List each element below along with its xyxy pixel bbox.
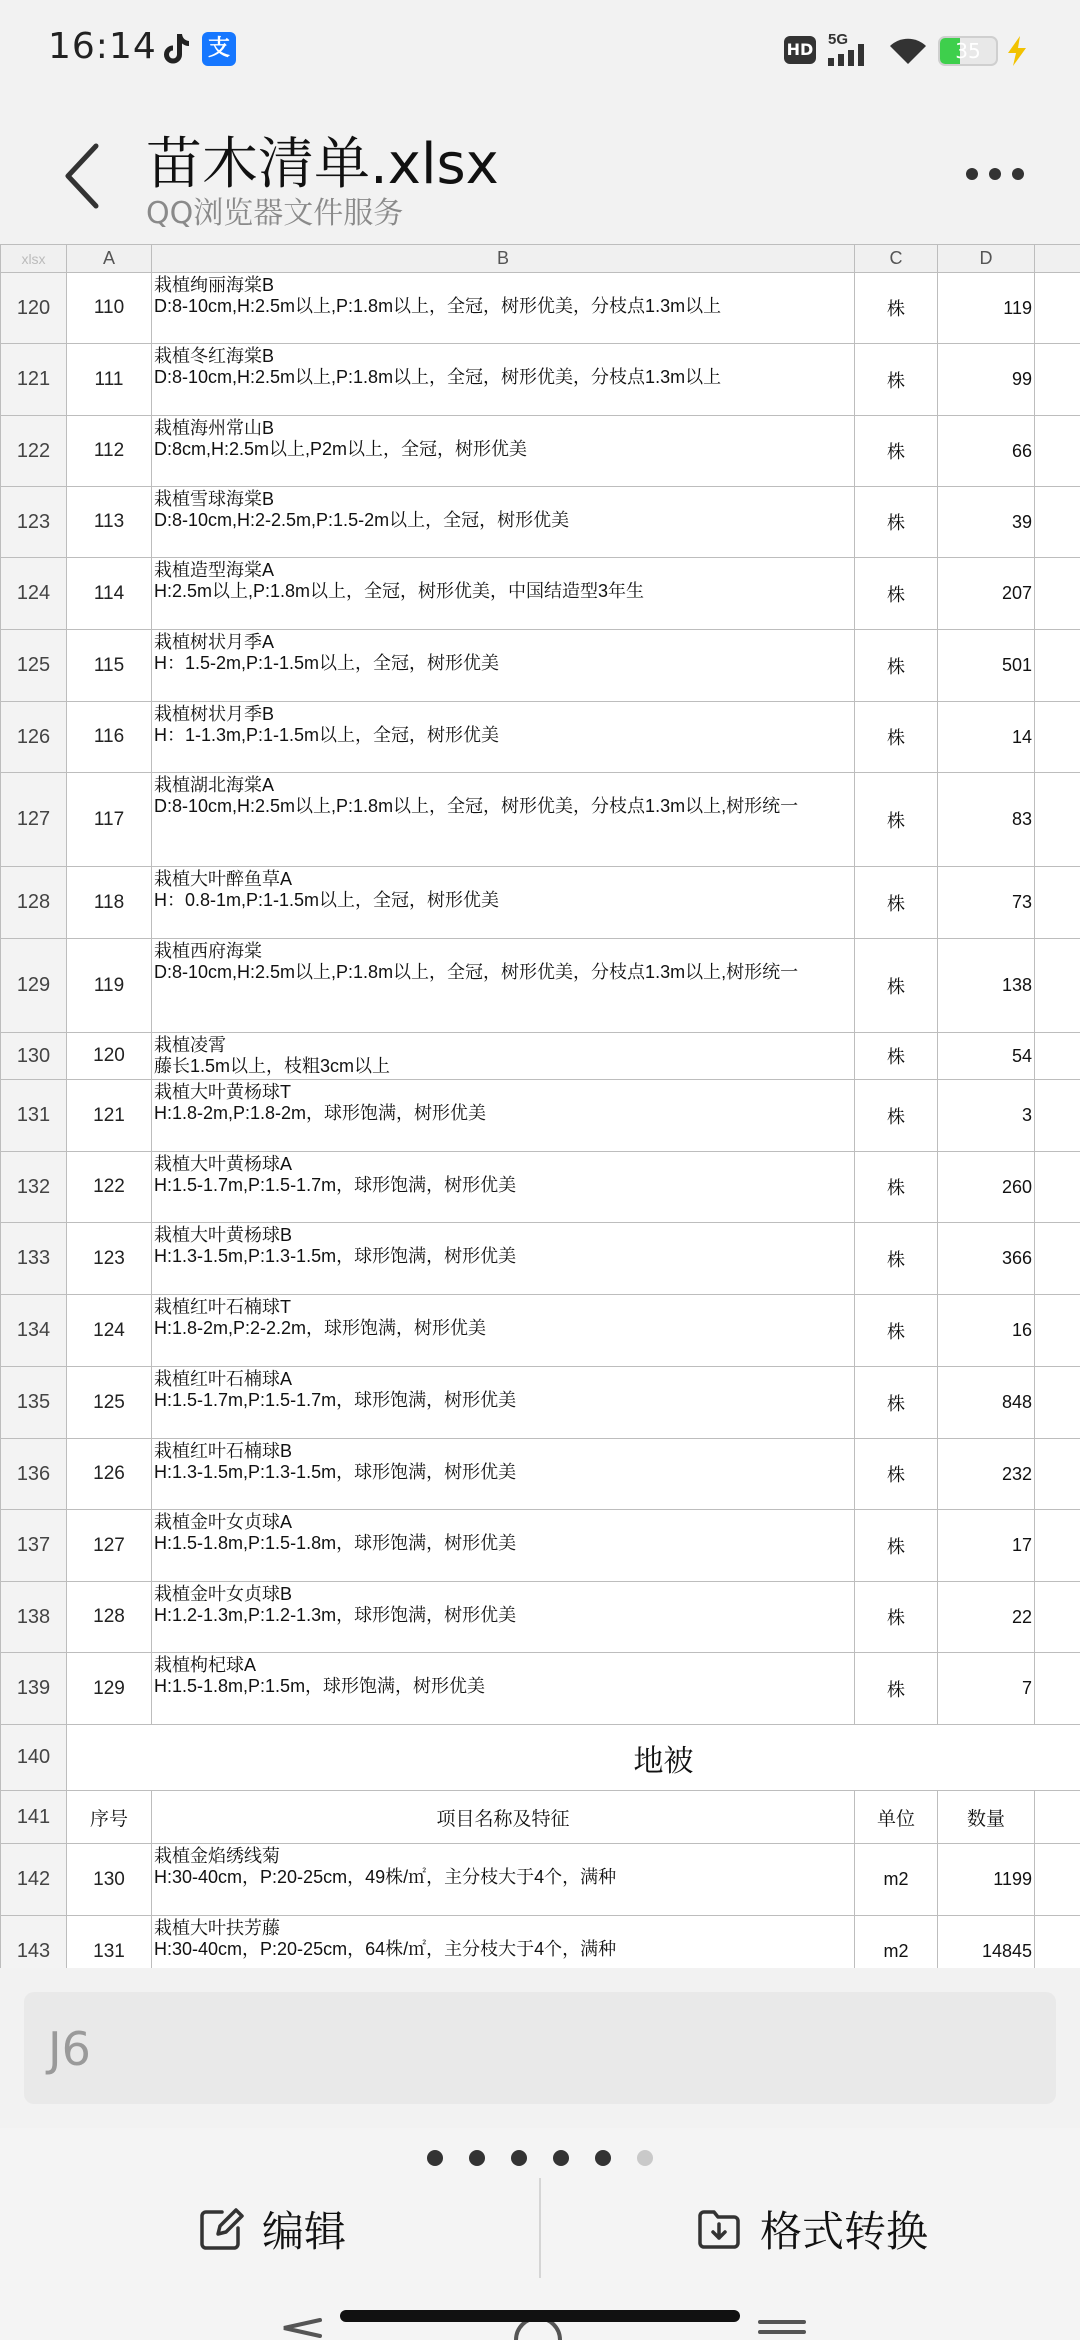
sheet-corner[interactable]: xlsx [1, 245, 67, 273]
cell-unit[interactable]: m2 [855, 1844, 938, 1916]
table-row [1, 1223, 1080, 1295]
status-bar [0, 0, 1080, 100]
cell-quantity[interactable]: 73 [938, 867, 1035, 939]
cell-unit[interactable]: 株 [855, 1080, 938, 1152]
table-row [1, 867, 1080, 939]
row-number[interactable]: 132 [1, 1152, 67, 1223]
header-serial[interactable]: 序号 [67, 1791, 152, 1844]
more-options-button[interactable] [960, 162, 1030, 186]
table-row [1, 1295, 1080, 1367]
cell-empty[interactable] [1035, 702, 1080, 773]
item-name: 栽植凌霄 [154, 1035, 226, 1055]
cell-unit[interactable]: 株 [855, 773, 938, 867]
row-number[interactable]: 134 [1, 1295, 67, 1367]
cell-serial[interactable]: 115 [67, 630, 152, 702]
table-row [1, 773, 1080, 867]
table-row [1, 487, 1080, 558]
cell-empty[interactable] [1035, 344, 1080, 416]
cell-item-description[interactable] [152, 487, 855, 558]
cell-unit[interactable]: 株 [855, 1223, 938, 1295]
item-spec: H:1.5-1.8m,P:1.5-1.8m，球形饱满，树形优美 [154, 1533, 517, 1553]
header-unit[interactable]: 单位 [855, 1791, 938, 1844]
cell-item-description[interactable] [152, 558, 855, 630]
hd-badge: HD [784, 36, 816, 64]
item-name: 栽植树状月季B [154, 704, 275, 724]
cell-item-description[interactable] [152, 1582, 855, 1653]
cell-quantity[interactable]: 3 [938, 1080, 1035, 1152]
cell-serial[interactable]: 121 [67, 1080, 152, 1152]
charging-bolt-icon [1004, 34, 1030, 68]
folder-download-icon [696, 2206, 742, 2252]
cell-unit[interactable]: 株 [855, 487, 938, 558]
cell-quantity[interactable]: 232 [938, 1439, 1035, 1510]
item-name: 栽植枸杞球A [154, 1655, 257, 1675]
alipay-icon: 支 [202, 32, 236, 66]
row-number[interactable]: 139 [1, 1653, 67, 1725]
cell-serial[interactable]: 130 [67, 1844, 152, 1916]
header [0, 100, 1080, 240]
item-spec: D:8cm,H:2.5m以上,P2m以上，全冠，树形优美 [154, 439, 528, 459]
item-spec: H:1.8-2m,P:1.8-2m，球形饱满，树形优美 [154, 1103, 487, 1123]
cell-serial[interactable]: 118 [67, 867, 152, 939]
item-spec: D:8-10cm,H:2-2.5m,P:1.5-2m以上，全冠，树形优美 [154, 510, 570, 530]
cell-serial[interactable]: 125 [67, 1367, 152, 1439]
cell-item-description[interactable] [152, 939, 855, 1033]
item-name: 栽植金叶女贞球B [154, 1584, 293, 1604]
row-number[interactable]: 125 [1, 630, 67, 702]
table-row [1, 1439, 1080, 1510]
cell-serial[interactable]: 126 [67, 1439, 152, 1510]
cell-quantity[interactable]: 1199 [938, 1844, 1035, 1916]
cell-serial[interactable]: 129 [67, 1653, 152, 1725]
cell-quantity[interactable]: 260 [938, 1152, 1035, 1223]
cell-empty[interactable] [1035, 1439, 1080, 1510]
item-name: 栽植雪球海棠B [154, 489, 275, 509]
page-dot[interactable] [637, 2150, 653, 2166]
cell-quantity[interactable]: 119 [938, 273, 1035, 344]
file-title: 苗木清单.xlsx [146, 132, 499, 197]
item-spec: H:1.2-1.3m,P:1.2-1.3m，球形饱满，树形优美 [154, 1605, 517, 1625]
item-name: 栽植绚丽海棠B [154, 275, 275, 295]
cell-unit[interactable]: 株 [855, 1653, 938, 1725]
page-dot[interactable] [595, 2150, 611, 2166]
cell-quantity[interactable]: 17 [938, 1510, 1035, 1582]
item-spec: H:1.3-1.5m,P:1.3-1.5m，球形饱满，树形优美 [154, 1246, 517, 1266]
file-subtitle: QQ浏览器文件服务 [146, 196, 404, 231]
cell-serial[interactable]: 122 [67, 1152, 152, 1223]
cell-empty[interactable] [1035, 867, 1080, 939]
item-name: 栽植大叶黄杨球A [154, 1154, 293, 1174]
item-name: 栽植红叶石楠球B [154, 1441, 293, 1461]
cell-empty[interactable] [1035, 1152, 1080, 1223]
item-name: 栽植树状月季A [154, 632, 275, 652]
item-spec: H:2.5m以上,P:1.8m以上，全冠，树形优美，中国结造型3年生 [154, 581, 645, 601]
cell-item-description[interactable] [152, 1033, 855, 1080]
cell-serial[interactable]: 117 [67, 773, 152, 867]
header-quantity[interactable]: 数量 [938, 1791, 1035, 1844]
cell-quantity[interactable]: 22 [938, 1582, 1035, 1653]
cell-item-description[interactable] [152, 1367, 855, 1439]
row-number[interactable]: 124 [1, 558, 67, 630]
item-name: 栽植金焰绣线菊 [154, 1846, 280, 1866]
cell-empty[interactable] [1035, 1916, 1080, 1969]
cell-empty[interactable] [1035, 1582, 1080, 1653]
cell-item-description[interactable] [152, 630, 855, 702]
edit-label: 编辑 [262, 2207, 347, 2256]
cell-unit[interactable]: 株 [855, 1152, 938, 1223]
cell-item-description[interactable] [152, 273, 855, 344]
edit-button[interactable] [198, 2194, 346, 2264]
cell-empty[interactable] [1035, 1791, 1080, 1844]
cell-empty[interactable] [1035, 939, 1080, 1033]
cell-empty[interactable] [1035, 1844, 1080, 1916]
cell-serial[interactable]: 114 [67, 558, 152, 630]
cell-item-description[interactable] [152, 1439, 855, 1510]
item-name: 栽植西府海棠 [154, 941, 262, 961]
cell-quantity[interactable]: 14845 [938, 1916, 1035, 1969]
battery-icon [938, 36, 998, 66]
cell-item-description[interactable] [152, 344, 855, 416]
column-header-a[interactable]: A [67, 245, 152, 273]
item-spec: H：1.5-2m,P:1-1.5m以上，全冠，树形优美 [154, 653, 500, 673]
table-header-row [1, 1791, 1080, 1844]
cell-empty[interactable] [1035, 1653, 1080, 1725]
row-number[interactable]: 121 [1, 344, 67, 416]
cell-unit[interactable]: m2 [855, 1916, 938, 1969]
item-spec: H:1.5-1.7m,P:1.5-1.7m，球形饱满，树形优美 [154, 1390, 517, 1410]
page-dot[interactable] [469, 2150, 485, 2166]
cell-quantity[interactable]: 14 [938, 702, 1035, 773]
cell-quantity[interactable]: 366 [938, 1223, 1035, 1295]
item-name: 栽植湖北海棠A [154, 775, 275, 795]
cell-unit[interactable]: 株 [855, 1439, 938, 1510]
item-name: 栽植大叶黄杨球T [154, 1082, 291, 1102]
cell-empty[interactable] [1035, 487, 1080, 558]
column-header-e[interactable] [1035, 245, 1080, 273]
item-spec: H:30-40cm，P:20-25cm，49株/㎡，主分枝大于4个，满种 [154, 1867, 617, 1887]
cell-empty[interactable] [1035, 1367, 1080, 1439]
cell-empty[interactable] [1035, 1080, 1080, 1152]
cell-empty[interactable] [1035, 416, 1080, 487]
item-spec: H:1.5-1.8m,P:1.5m，球形饱满，树形优美 [154, 1676, 486, 1696]
cell-serial[interactable]: 110 [67, 273, 152, 344]
cell-unit[interactable]: 株 [855, 939, 938, 1033]
item-name: 栽植造型海棠A [154, 560, 275, 580]
row-number[interactable]: 136 [1, 1439, 67, 1510]
cell-empty[interactable] [1035, 1295, 1080, 1367]
wifi-icon [888, 34, 928, 66]
bottom-toolbar [0, 2128, 1080, 2340]
cell-quantity[interactable]: 501 [938, 630, 1035, 702]
table-row [1, 273, 1080, 344]
table-row [1, 702, 1080, 773]
row-number[interactable]: 137 [1, 1510, 67, 1582]
cell-item-description[interactable] [152, 416, 855, 487]
item-spec: D:8-10cm,H:2.5m以上,P:1.8m以上，全冠，树形优美，分枝点1.3m以上 [154, 296, 722, 316]
cell-unit[interactable]: 株 [855, 1510, 938, 1582]
page-dot[interactable] [511, 2150, 527, 2166]
cell-unit[interactable]: 株 [855, 416, 938, 487]
edit-icon [198, 2206, 244, 2252]
row-number[interactable]: 142 [1, 1844, 67, 1916]
nav-back-icon[interactable] [272, 2316, 332, 2340]
format-convert-button[interactable] [696, 2194, 928, 2264]
column-header-c[interactable]: C [855, 245, 938, 273]
cell-item-description[interactable] [152, 1223, 855, 1295]
item-name: 栽植大叶扶芳藤 [154, 1918, 280, 1938]
toolbar-divider [539, 2178, 541, 2278]
cell-unit[interactable]: 株 [855, 630, 938, 702]
table-row [1, 1152, 1080, 1223]
cell-serial[interactable]: 111 [67, 344, 152, 416]
item-spec: D:8-10cm,H:2.5m以上,P:1.8m以上，全冠，树形优美，分枝点1.3m以上,树形统一 [154, 962, 799, 982]
table-row [1, 1916, 1080, 1969]
cell-unit[interactable]: 株 [855, 702, 938, 773]
cell-quantity[interactable]: 16 [938, 1295, 1035, 1367]
table-row [1, 1844, 1080, 1916]
column-header-b[interactable]: B [152, 245, 855, 273]
cell-quantity[interactable]: 138 [938, 939, 1035, 1033]
spreadsheet-view[interactable] [0, 244, 1080, 1968]
item-name: 栽植大叶醉鱼草A [154, 869, 293, 889]
row-number[interactable]: 140 [1, 1725, 67, 1791]
cell-item-description[interactable] [152, 1653, 855, 1725]
table-row [1, 1367, 1080, 1439]
row-number[interactable]: 122 [1, 416, 67, 487]
cell-item-description[interactable] [152, 1844, 855, 1916]
spreadsheet-grid [0, 244, 1080, 1968]
item-name: 栽植红叶石楠球T [154, 1297, 291, 1317]
cell-quantity[interactable]: 7 [938, 1653, 1035, 1725]
cell-serial[interactable]: 128 [67, 1582, 152, 1653]
cell-unit[interactable]: 株 [855, 1582, 938, 1653]
format-convert-label: 格式转换 [760, 2207, 929, 2256]
row-number[interactable]: 141 [1, 1791, 67, 1844]
table-row [1, 1582, 1080, 1653]
table-row [1, 416, 1080, 487]
cell-item-description[interactable] [152, 867, 855, 939]
cell-unit[interactable]: 株 [855, 1367, 938, 1439]
row-number[interactable]: 128 [1, 867, 67, 939]
item-spec: H:30-40cm，P:20-25cm，64株/㎡，主分枝大于4个，满种 [154, 1939, 617, 1959]
cell-empty[interactable] [1035, 773, 1080, 867]
column-header-d[interactable]: D [938, 245, 1035, 273]
home-indicator[interactable] [340, 2310, 740, 2322]
cell-unit[interactable]: 株 [855, 1033, 938, 1080]
cell-quantity[interactable]: 83 [938, 773, 1035, 867]
cell-quantity[interactable]: 66 [938, 416, 1035, 487]
cell-unit[interactable]: 株 [855, 558, 938, 630]
svg-text:5G: 5G [828, 31, 849, 48]
item-name: 栽植金叶女贞球A [154, 1512, 293, 1532]
cell-empty[interactable] [1035, 630, 1080, 702]
tiktok-icon [160, 32, 190, 66]
cell-unit[interactable]: 株 [855, 273, 938, 344]
item-spec: H:1.8-2m,P:2-2.2m，球形饱满，树形优美 [154, 1318, 487, 1338]
status-time: 16:14 [48, 26, 157, 67]
cell-quantity[interactable]: 54 [938, 1033, 1035, 1080]
item-name: 栽植红叶石楠球A [154, 1369, 293, 1389]
item-spec: 藤长1.5m以上，枝粗3cm以上 [154, 1056, 391, 1076]
item-spec: D:8-10cm,H:2.5m以上,P:1.8m以上，全冠，树形优美，分枝点1.3m以上 [154, 367, 722, 387]
item-name: 栽植冬红海棠B [154, 346, 275, 366]
battery-level: 35 [955, 39, 981, 63]
cell-item-description[interactable] [152, 1295, 855, 1367]
table-row [1, 1080, 1080, 1152]
cell-serial[interactable]: 127 [67, 1510, 152, 1582]
cell-item-description[interactable] [152, 773, 855, 867]
cell-serial[interactable]: 120 [67, 1033, 152, 1080]
cell-quantity[interactable]: 99 [938, 344, 1035, 416]
row-number[interactable]: 131 [1, 1080, 67, 1152]
page-indicator [0, 2150, 1080, 2170]
cell-unit[interactable]: 株 [855, 1295, 938, 1367]
item-name: 栽植海州常山B [154, 418, 275, 438]
more-dot-icon [1012, 168, 1024, 180]
cell-serial[interactable]: 124 [67, 1295, 152, 1367]
item-spec: H：1-1.3m,P:1-1.5m以上，全冠，树形优美 [154, 725, 500, 745]
cell-quantity[interactable]: 39 [938, 487, 1035, 558]
row-number[interactable]: 138 [1, 1582, 67, 1653]
item-spec: H:1.5-1.7m,P:1.5-1.7m，球形饱满，树形优美 [154, 1175, 517, 1195]
page-dot[interactable] [427, 2150, 443, 2166]
table-row [1, 939, 1080, 1033]
cell-item-description[interactable] [152, 1080, 855, 1152]
row-number[interactable]: 123 [1, 487, 67, 558]
column-header-row [1, 245, 1080, 273]
nav-menu-icon[interactable] [752, 2316, 812, 2340]
cell-item-description[interactable] [152, 1510, 855, 1582]
cell-item-description[interactable] [152, 1916, 855, 1969]
more-dot-icon [989, 168, 1001, 180]
table-row [1, 558, 1080, 630]
page-dot[interactable] [553, 2150, 569, 2166]
back-button[interactable] [54, 136, 114, 216]
row-number[interactable]: 133 [1, 1223, 67, 1295]
cell-empty[interactable] [1035, 1033, 1080, 1080]
table-row [1, 1510, 1080, 1582]
row-number[interactable]: 129 [1, 939, 67, 1033]
table-row [1, 1653, 1080, 1725]
item-spec: H:1.3-1.5m,P:1.3-1.5m，球形饱满，树形优美 [154, 1462, 517, 1482]
cell-quantity[interactable]: 207 [938, 558, 1035, 630]
item-name: 栽植大叶黄杨球B [154, 1225, 293, 1245]
row-number[interactable]: 120 [1, 273, 67, 344]
cell-empty[interactable] [1035, 1510, 1080, 1582]
cell-unit[interactable]: 株 [855, 867, 938, 939]
cell-empty[interactable] [1035, 558, 1080, 630]
cell-serial[interactable]: 116 [67, 702, 152, 773]
table-row [1, 1033, 1080, 1080]
cell-empty[interactable] [1035, 273, 1080, 344]
cell-item-description[interactable] [152, 1152, 855, 1223]
cell-reference: J6 [48, 2022, 91, 2076]
section-row [1, 1725, 1080, 1791]
cell-serial[interactable]: 112 [67, 416, 152, 487]
table-row [1, 630, 1080, 702]
cell-serial[interactable]: 131 [67, 1916, 152, 1969]
row-number[interactable]: 143 [1, 1916, 67, 1969]
row-number[interactable]: 126 [1, 702, 67, 773]
cell-unit[interactable]: 株 [855, 344, 938, 416]
cell-item-description[interactable] [152, 702, 855, 773]
cell-serial[interactable]: 113 [67, 487, 152, 558]
row-number[interactable]: 130 [1, 1033, 67, 1080]
section-title[interactable]: 地被 [67, 1725, 1080, 1791]
item-spec: D:8-10cm,H:2.5m以上,P:1.8m以上，全冠，树形优美，分枝点1.3m以上,树形统一 [154, 796, 799, 816]
cell-quantity[interactable]: 848 [938, 1367, 1035, 1439]
header-item[interactable]: 项目名称及特征 [152, 1791, 855, 1844]
row-number[interactable]: 127 [1, 773, 67, 867]
signal-icon [826, 30, 876, 68]
cell-serial[interactable]: 119 [67, 939, 152, 1033]
more-dot-icon [966, 168, 978, 180]
table-row [1, 344, 1080, 416]
row-number[interactable]: 135 [1, 1367, 67, 1439]
cell-empty[interactable] [1035, 1223, 1080, 1295]
cell-reference-bar[interactable] [24, 1992, 1056, 2104]
cell-serial[interactable]: 123 [67, 1223, 152, 1295]
item-spec: H：0.8-1m,P:1-1.5m以上，全冠，树形优美 [154, 890, 500, 910]
